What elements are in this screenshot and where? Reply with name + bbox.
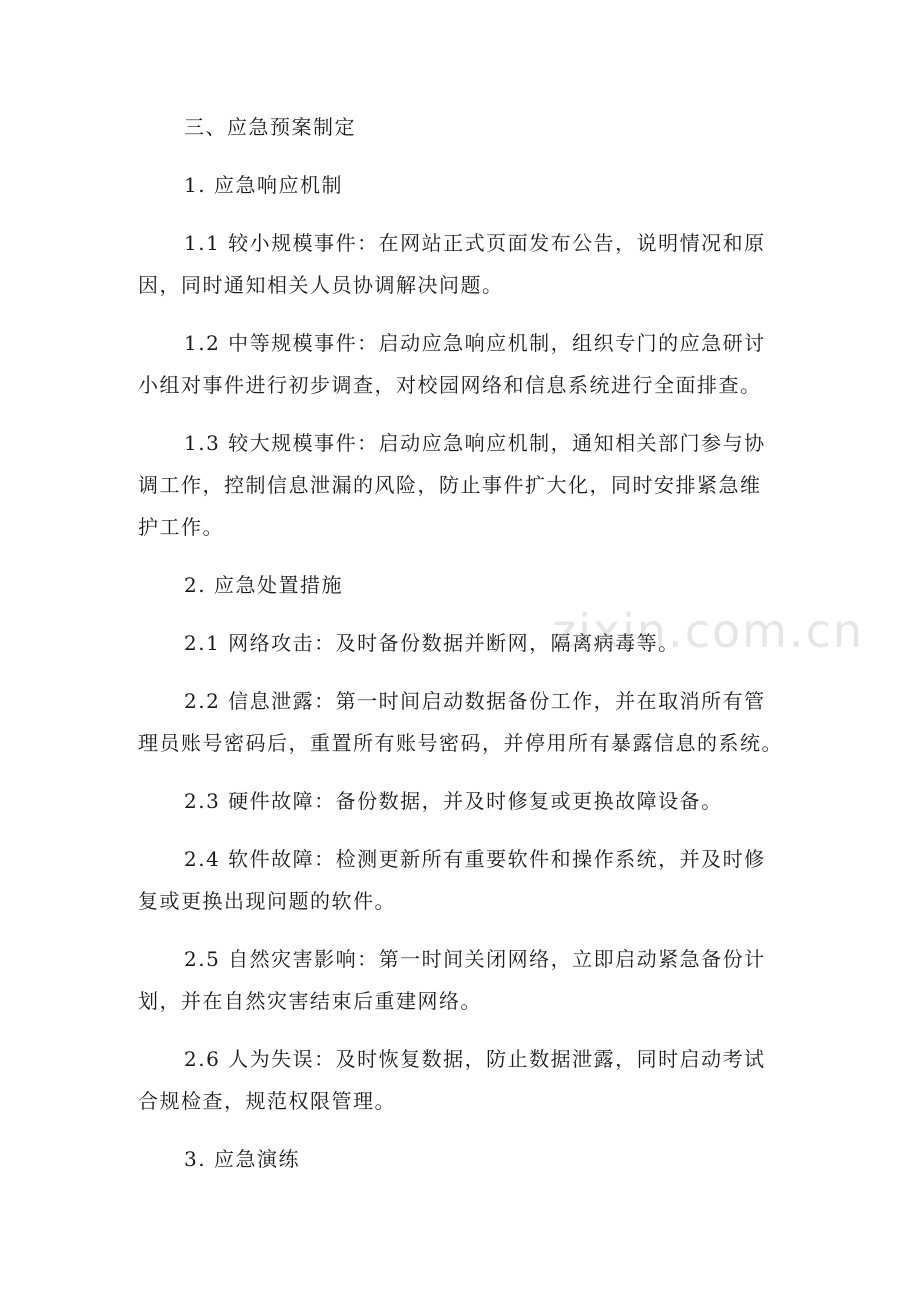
section-heading: 三、应急预案制定 <box>184 115 356 139</box>
paragraph-line: 1.1 较小规模事件：在网站正式页面发布公告，说明情况和原 <box>184 231 766 255</box>
paragraph-line: 2.1 网络攻击：及时备份数据并断网，隔离病毒等。 <box>184 631 680 655</box>
subsection-heading: 1. 应急响应机制 <box>184 173 343 197</box>
paragraph-line: 2.3 硬件故障：备份数据，并及时修复或更换故障设备。 <box>184 789 723 813</box>
paragraph-line: 小组对事件进行初步调查，对校园网络和信息系统进行全面排查。 <box>138 373 762 397</box>
paragraph-line: 2.4 软件故障：检测更新所有重要软件和操作系统，并及时修 <box>184 847 766 871</box>
paragraph-line: 2.2 信息泄露：第一时间启动数据备份工作，并在取消所有管 <box>184 689 766 713</box>
paragraph-line: 1.2 中等规模事件：启动应急响应机制，组织专门的应急研讨 <box>184 331 766 355</box>
paragraph-line: 1.3 较大规模事件：启动应急响应机制，通知相关部门参与协 <box>184 431 766 455</box>
paragraph-line: 护工作。 <box>138 515 224 539</box>
paragraph-line: 调工作，控制信息泄漏的风险，防止事件扩大化，同时安排紧急维 <box>138 473 762 497</box>
subsection-heading: 3. 应急演练 <box>184 1147 300 1171</box>
paragraph-line: 合规检查，规范权限管理。 <box>138 1089 396 1113</box>
subsection-heading: 2. 应急处置措施 <box>184 573 343 597</box>
paragraph-line: 理员账号密码后，重置所有账号密码，并停用所有暴露信息的系统。 <box>138 731 783 755</box>
paragraph-line: 因，同时通知相关人员协调解决问题。 <box>138 273 504 297</box>
paragraph-line: 划，并在自然灾害结束后重建网络。 <box>138 989 482 1013</box>
paragraph-line: 2.5 自然灾害影响：第一时间关闭网络，立即启动紧急备份计 <box>184 947 766 971</box>
paragraph-line: 2.6 人为失误：及时恢复数据，防止数据泄露，同时启动考试 <box>184 1047 766 1071</box>
paragraph-line: 复或更换出现问题的软件。 <box>138 889 396 913</box>
watermark: zixin.com.cn <box>552 604 865 658</box>
